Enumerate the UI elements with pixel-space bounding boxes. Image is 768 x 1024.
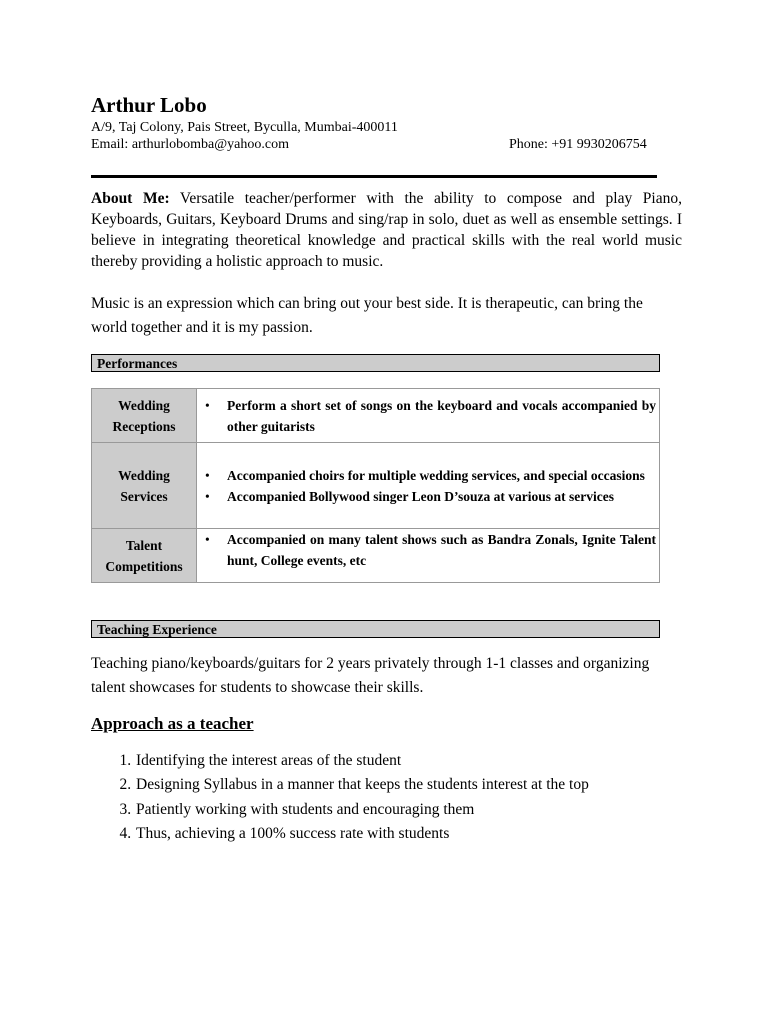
- list-item: 4. Thus, achieving a 100% success rate with students: [135, 822, 589, 846]
- email: Email: arthurlobomba@yahoo.com: [91, 137, 289, 152]
- row-label: Wedding Services: [92, 443, 197, 529]
- about-me-text: Versatile teacher/performer with the ability to compose and play Piano, Keyboards, Guitars, Keyboard Drums and sing/rap in solo, duet as well as ensemble settings. I believe in integrating theoretical knowledge and practical skills with the real world music thereby providing a holistic approach to music.: [91, 190, 682, 270]
- list-item: 3. Patiently working with students and encouraging them: [135, 798, 589, 822]
- row-content: [197, 389, 660, 443]
- address: A/9, Taj Colony, Pais Street, Byculla, Mumbai-400011: [91, 120, 398, 135]
- list-item: • Accompanied Bollywood singer Leon D’souza at various at services: [227, 486, 656, 507]
- music-paragraph: Music is an expression which can bring out your best side. It is therapeutic, can bring the world together and it is my passion.: [91, 295, 643, 336]
- teaching-paragraph: Teaching piano/keyboards/guitars for 2 years privately through 1-1 classes and organizing talent showcases for students to showcase their skills.: [91, 655, 650, 696]
- about-me-label: About Me:: [91, 190, 170, 207]
- row-label: Talent Competitions: [92, 529, 197, 583]
- teaching-experience-heading: Teaching Experience: [91, 620, 660, 638]
- candidate-name: Arthur Lobo: [91, 93, 207, 117]
- header-divider: [91, 175, 657, 178]
- table-row: [92, 529, 660, 583]
- approach-heading: Approach as a teacher: [91, 714, 254, 733]
- performances-table: [91, 388, 660, 583]
- row-content: [197, 529, 660, 583]
- list-item: 1. Identifying the interest areas of the student: [135, 749, 589, 773]
- list-item: • Perform a short set of songs on the keyboard and vocals accompanied by other guitarists: [227, 395, 656, 437]
- list-item: • Accompanied on many talent shows such as Bandra Zonals, Ignite Talent hunt, College events, etc: [227, 529, 656, 571]
- phone: Phone: +91 9930206754: [509, 137, 647, 152]
- row-label: Wedding Receptions: [92, 389, 197, 443]
- about-me-paragraph: [91, 188, 682, 272]
- performances-heading: Performances: [91, 354, 660, 372]
- list-item: • Accompanied choirs for multiple wedding services, and special occasions: [227, 465, 656, 486]
- approach-list: [91, 749, 589, 846]
- list-item: 2. Designing Syllabus in a manner that keeps the students interest at the top: [135, 773, 589, 797]
- table-row: [92, 389, 660, 443]
- row-content: [197, 443, 660, 529]
- table-row: [92, 443, 660, 529]
